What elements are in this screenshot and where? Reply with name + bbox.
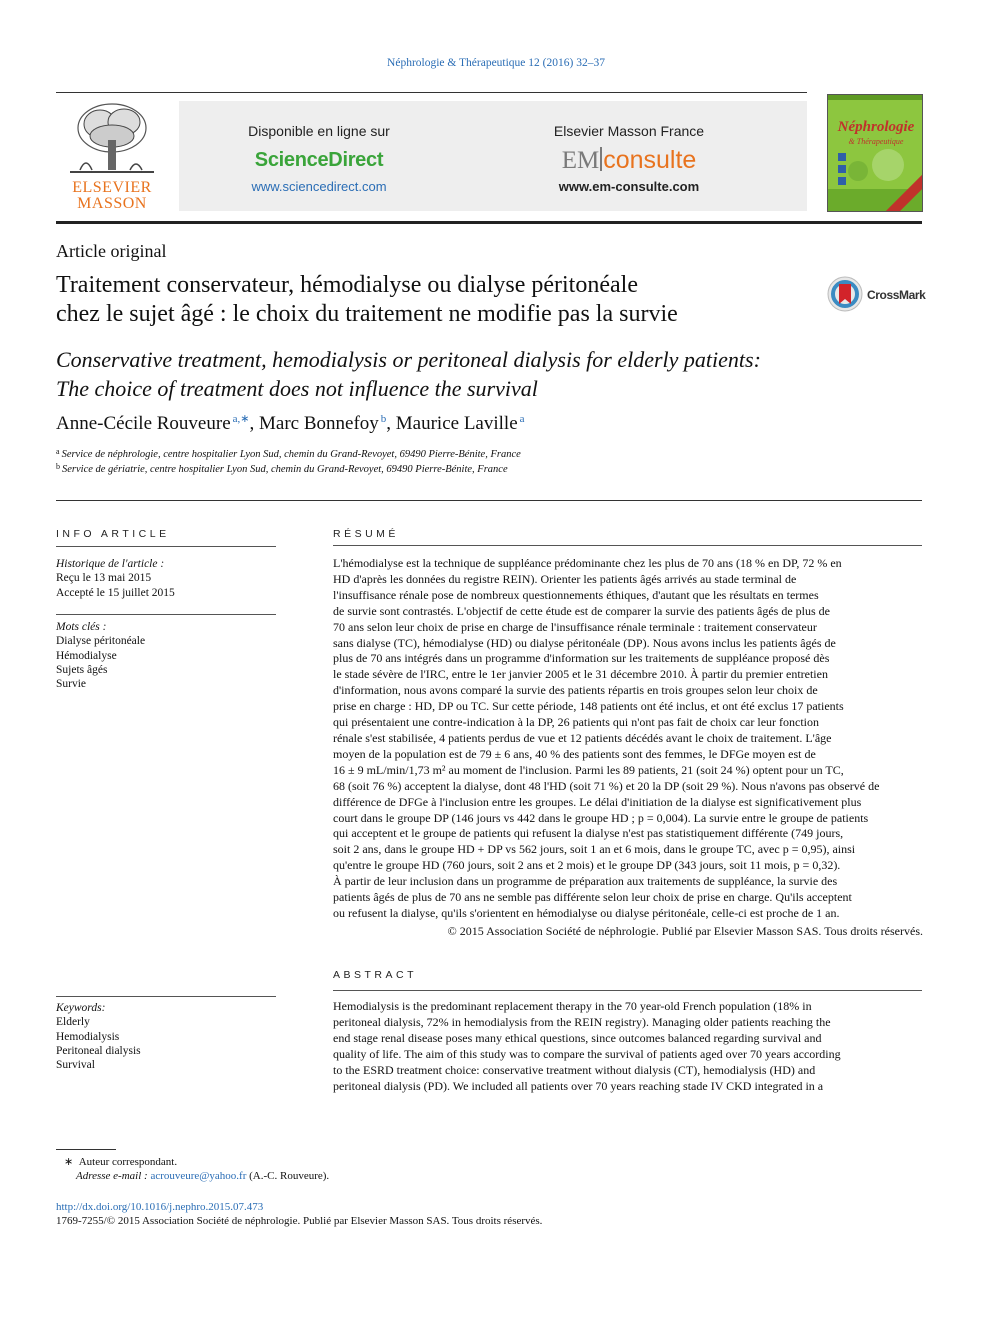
title-english — [56, 345, 836, 403]
crossmark-icon — [827, 276, 863, 312]
sciencedirect-logo[interactable]: ScienceDirect — [254, 149, 384, 171]
logo-divider — [600, 147, 602, 171]
doi-link[interactable]: http://dx.doi.org/10.1016/j.nephro.2015.07.473 — [56, 1201, 264, 1213]
resume-line: moyen de la population est de 79 ± 6 ans, 40 % des patients sont des femmes, le DFGe moyen est de — [333, 746, 816, 761]
author-name: Marc Bonnefoy — [259, 413, 379, 434]
header-bottom-rule — [56, 221, 922, 224]
consulte-logo-part: consulte — [603, 146, 697, 174]
affiliation-mark: a — [56, 447, 60, 456]
resume-line: L'hémodialyse est la technique de suppléance prédominante chez les plus de 70 ans (18 % en DP, 72 % en — [333, 556, 842, 570]
keywords-english — [56, 1001, 286, 1072]
info-rule — [56, 546, 276, 547]
affiliation-text: Service de gériatrie, centre hospitalier Lyon Sud, chemin du Grand-Revoyet, 69490 Pierre-Bénite, France — [62, 464, 508, 475]
cover-title: Néphrologie — [837, 119, 915, 135]
resume-line: le stade sévère de l'IRC, entre le 1er janvier 2005 et le 31 décembre 2010. À partir du premier entretien — [333, 667, 828, 682]
abstract-line: to the ESRD treatment choice: conservative treatment without dialysis (CT), hemodialysis (HD) and — [333, 1062, 816, 1077]
received-date: Reçu le 13 mai 2015 — [56, 572, 152, 585]
keywords-rule — [56, 614, 276, 615]
availability-banner — [179, 101, 807, 211]
resume-line: court dans le groupe DP (146 jours vs 442 dans le groupe HD ; p = 0,004). La survie entre le groupe de patients — [333, 810, 869, 825]
resume-line: différence de DFGe à l'inclusion entre les groupes. Le délai d'initiation de la dialyse est significativement plus — [333, 794, 862, 809]
article-type: Article original — [56, 241, 167, 261]
keyword: Survival — [56, 1059, 95, 1072]
author-list — [56, 412, 525, 435]
abstract-heading: ABSTRACT — [333, 969, 418, 981]
abstract-line: quality of life. The aim of this study was to compare the survival of patients aged over 70 years according — [333, 1046, 841, 1061]
abstract-line: peritoneal dialysis, 72% in hemodialysis from the REIN registry). Managing older patients reaching the — [333, 1014, 831, 1029]
publisher-name: Elsevier Masson France — [553, 123, 705, 139]
crossmark-badge[interactable] — [827, 276, 927, 312]
corresponding-label: Auteur correspondant. — [78, 1156, 178, 1168]
email-label: Adresse e-mail : — [76, 1170, 148, 1182]
keyword: Hémodialyse — [56, 649, 117, 662]
resume-line: soit 2 ans, dans le groupe HD + DP vs 562 jours, soit 1 an et 6 mois, dans le groupe TC, avec p = 0,95), ainsi — [333, 842, 856, 857]
abstract-rule — [333, 990, 922, 991]
author-separator: , — [386, 413, 396, 434]
resume-line: 16 ± 9 mL/min/1,73 m² au moment de l'inclusion. Parmi les 89 patients, 21 (soit 24 %) optent pour un TC, — [333, 762, 844, 777]
resume-line: qui présentaient une contre-indication à la DP, 26 patients qui n'ont pas fait de choix car leur fonction — [333, 715, 820, 730]
elsevier-tree-icon — [60, 100, 164, 178]
header-top-rule — [56, 92, 807, 93]
keyword: Peritoneal dialysis — [56, 1044, 141, 1057]
journal-cover[interactable] — [827, 94, 923, 212]
issn-copyright: 1769-7255/© 2015 Association Société de néphrologie. Publié par Elsevier Masson SAS. Tous droits réservés. — [56, 1215, 543, 1227]
email-note — [76, 1170, 329, 1182]
email-owner: (A.-C. Rouveure). — [249, 1170, 330, 1182]
keyword: Sujets âgés — [56, 663, 108, 676]
author-affiliation-mark[interactable]: a,∗ — [232, 413, 250, 425]
author-affiliation-mark[interactable]: a — [519, 413, 525, 425]
resume-line: qu'entre le groupe HD (760 jours, soit 2 ans et 2 mois) et le groupe DP (343 jours, soit 11 mois, p = 0,32). — [333, 858, 841, 873]
keywords-en-rule — [56, 996, 276, 997]
publisher-logo — [60, 100, 164, 212]
resume-line: sans dialyse (TC), hémodialyse (HD) ou dialyse péritonéale (DP). Nous avons inclus les patients âgés de — [333, 635, 836, 650]
emconsulte-link[interactable]: www.em-consulte.com — [558, 179, 700, 194]
article-history — [56, 557, 286, 600]
author-affiliation-mark[interactable]: b — [380, 413, 387, 425]
title-english-line-2: The choice of treatment does not influence the survival — [56, 376, 538, 401]
affiliation — [56, 462, 508, 475]
footnote-rule — [56, 1149, 116, 1150]
resume-line: 68 (soit 76 %) acceptent la dialyse, dont 48 l'HD (soit 71 %) et 20 la DP (soit 29 %). Nous n'avons pas observé de — [333, 778, 880, 793]
cover-illustration-icon — [828, 145, 922, 189]
resume-line: ou refusent la dialyse, qu'ils s'orientent en hémodialyse ou dialyse péritonéale, celle-ci est proche de 1 an. — [333, 905, 840, 920]
email-link[interactable]: acrouveure@yahoo.fr — [150, 1170, 247, 1182]
corresponding-author-note — [64, 1155, 177, 1168]
resume-line: À partir de leur inclusion dans un programme de préparation aux traitements de suppléance, la survie des — [333, 874, 838, 889]
abstract-line: end stage renal disease poses many ethical questions, since outcomes balanced regarding survival and — [333, 1030, 822, 1045]
resume-line: de survie sont contrastés. L'objectif de cette étude est de comparer la survie des patients âgés de plus de — [333, 603, 830, 618]
resume-rule — [333, 545, 922, 546]
resume-line: patients âgés de plus de 70 ans ne semble pas différente selon leur choix de prise en charge. Qu'ils acceptent — [333, 890, 852, 905]
logo-line-2: MASSON — [77, 195, 147, 212]
resume-line: 70 ans selon leur choix de prise en charge de l'insuffisance rénale terminale : traitement conservateur — [333, 619, 817, 634]
author-name: Anne-Cécile Rouveure — [56, 413, 231, 434]
resume-line: plus de 70 ans intégrés dans un programme d'information sur les traitements de suppléance proposé dès — [333, 651, 830, 666]
resume-line: l'insuffisance rénale pose de nombreux questionnements éthiques, d'autant que les résultats en termes — [333, 587, 819, 602]
crossmark-label: CrossMark — [867, 288, 926, 302]
resume-line: prise en charge : HD, DP ou TC. Sur cette période, 148 patients ont été inclus, et ont été exclus 17 patients — [333, 699, 844, 714]
history-label: Historique de l'article : — [56, 558, 165, 570]
abstract-body — [333, 999, 923, 1095]
cover-top-band — [828, 95, 922, 100]
info-heading: INFO ARTICLE — [56, 528, 170, 540]
author-separator: , — [249, 413, 259, 434]
title-french — [56, 271, 796, 329]
keywords-french — [56, 620, 286, 691]
title-english-line-1: Conservative treatment, hemodialysis or peritoneal dialysis for elderly patients: — [56, 347, 761, 372]
resume-body — [333, 556, 923, 922]
resume-copyright: © 2015 Association Société de néphrologie. Publié par Elsevier Masson SAS. Tous droits réservés. — [447, 924, 923, 938]
cover-subtitle: & Thérapeutique — [848, 137, 904, 146]
sciencedirect-link[interactable]: www.sciencedirect.com — [251, 179, 387, 194]
resume-line: qui acceptent et le groupe de patients qui refusent la dialyse n'est pas statistiquement différente (749 jours, — [333, 826, 844, 841]
section-divider — [56, 500, 922, 501]
resume-line: d'information, nous avons comparé la survie des patients répartis en trois groupes selon leur choix de — [333, 683, 818, 698]
keyword: Hemodialysis — [56, 1030, 120, 1043]
title-french-line-1: Traitement conservateur, hémodialyse ou dialyse péritonéale — [56, 272, 638, 298]
journal-reference[interactable]: Néphrologie & Thérapeutique 12 (2016) 32–37 — [387, 57, 605, 69]
emconsulte-logo[interactable] — [514, 146, 744, 175]
em-logo-part: EM — [561, 147, 600, 174]
affiliation — [56, 447, 521, 460]
accepted-date: Accepté le 15 juillet 2015 — [56, 586, 175, 599]
keyword: Dialyse péritonéale — [56, 635, 146, 648]
logo-line-1: ELSEVIER — [72, 179, 152, 196]
abstract-line: peritoneal dialysis (PD). We included all patients over 70 years reaching stade IV CKD integrated in a — [333, 1078, 824, 1093]
title-french-line-2: chez le sujet âgé : le choix du traitement ne modifie pas la survie — [56, 301, 678, 327]
available-online-label: Disponible en ligne sur — [248, 123, 390, 139]
footnote-mark: ∗ — [64, 1156, 74, 1168]
affiliation-mark: b — [56, 462, 60, 471]
author-name: Maurice Laville — [395, 413, 518, 434]
affiliation-text: Service de néphrologie, centre hospitalier Lyon Sud, chemin du Grand-Revoyet, 69490 Pierre-Bénite, France — [61, 449, 521, 460]
abstract-line: Hemodialysis is the predominant replacement therapy in the 70 year-old French population (18% in — [333, 999, 812, 1013]
keywords-label: Keywords: — [56, 1002, 106, 1014]
resume-heading: RÉSUMÉ — [333, 528, 399, 540]
keywords-label: Mots clés : — [56, 621, 107, 633]
resume-line: HD d'après les données du registre REIN). Orienter les patients âgés arrivés au stade terminal de — [333, 571, 797, 586]
keyword: Elderly — [56, 1016, 90, 1029]
keyword: Survie — [56, 678, 87, 691]
resume-line: rénale s'est stabilisée, 4 patients perdus de vue et 12 patients décédés avant le choix de traitement. L'âge — [333, 730, 832, 745]
